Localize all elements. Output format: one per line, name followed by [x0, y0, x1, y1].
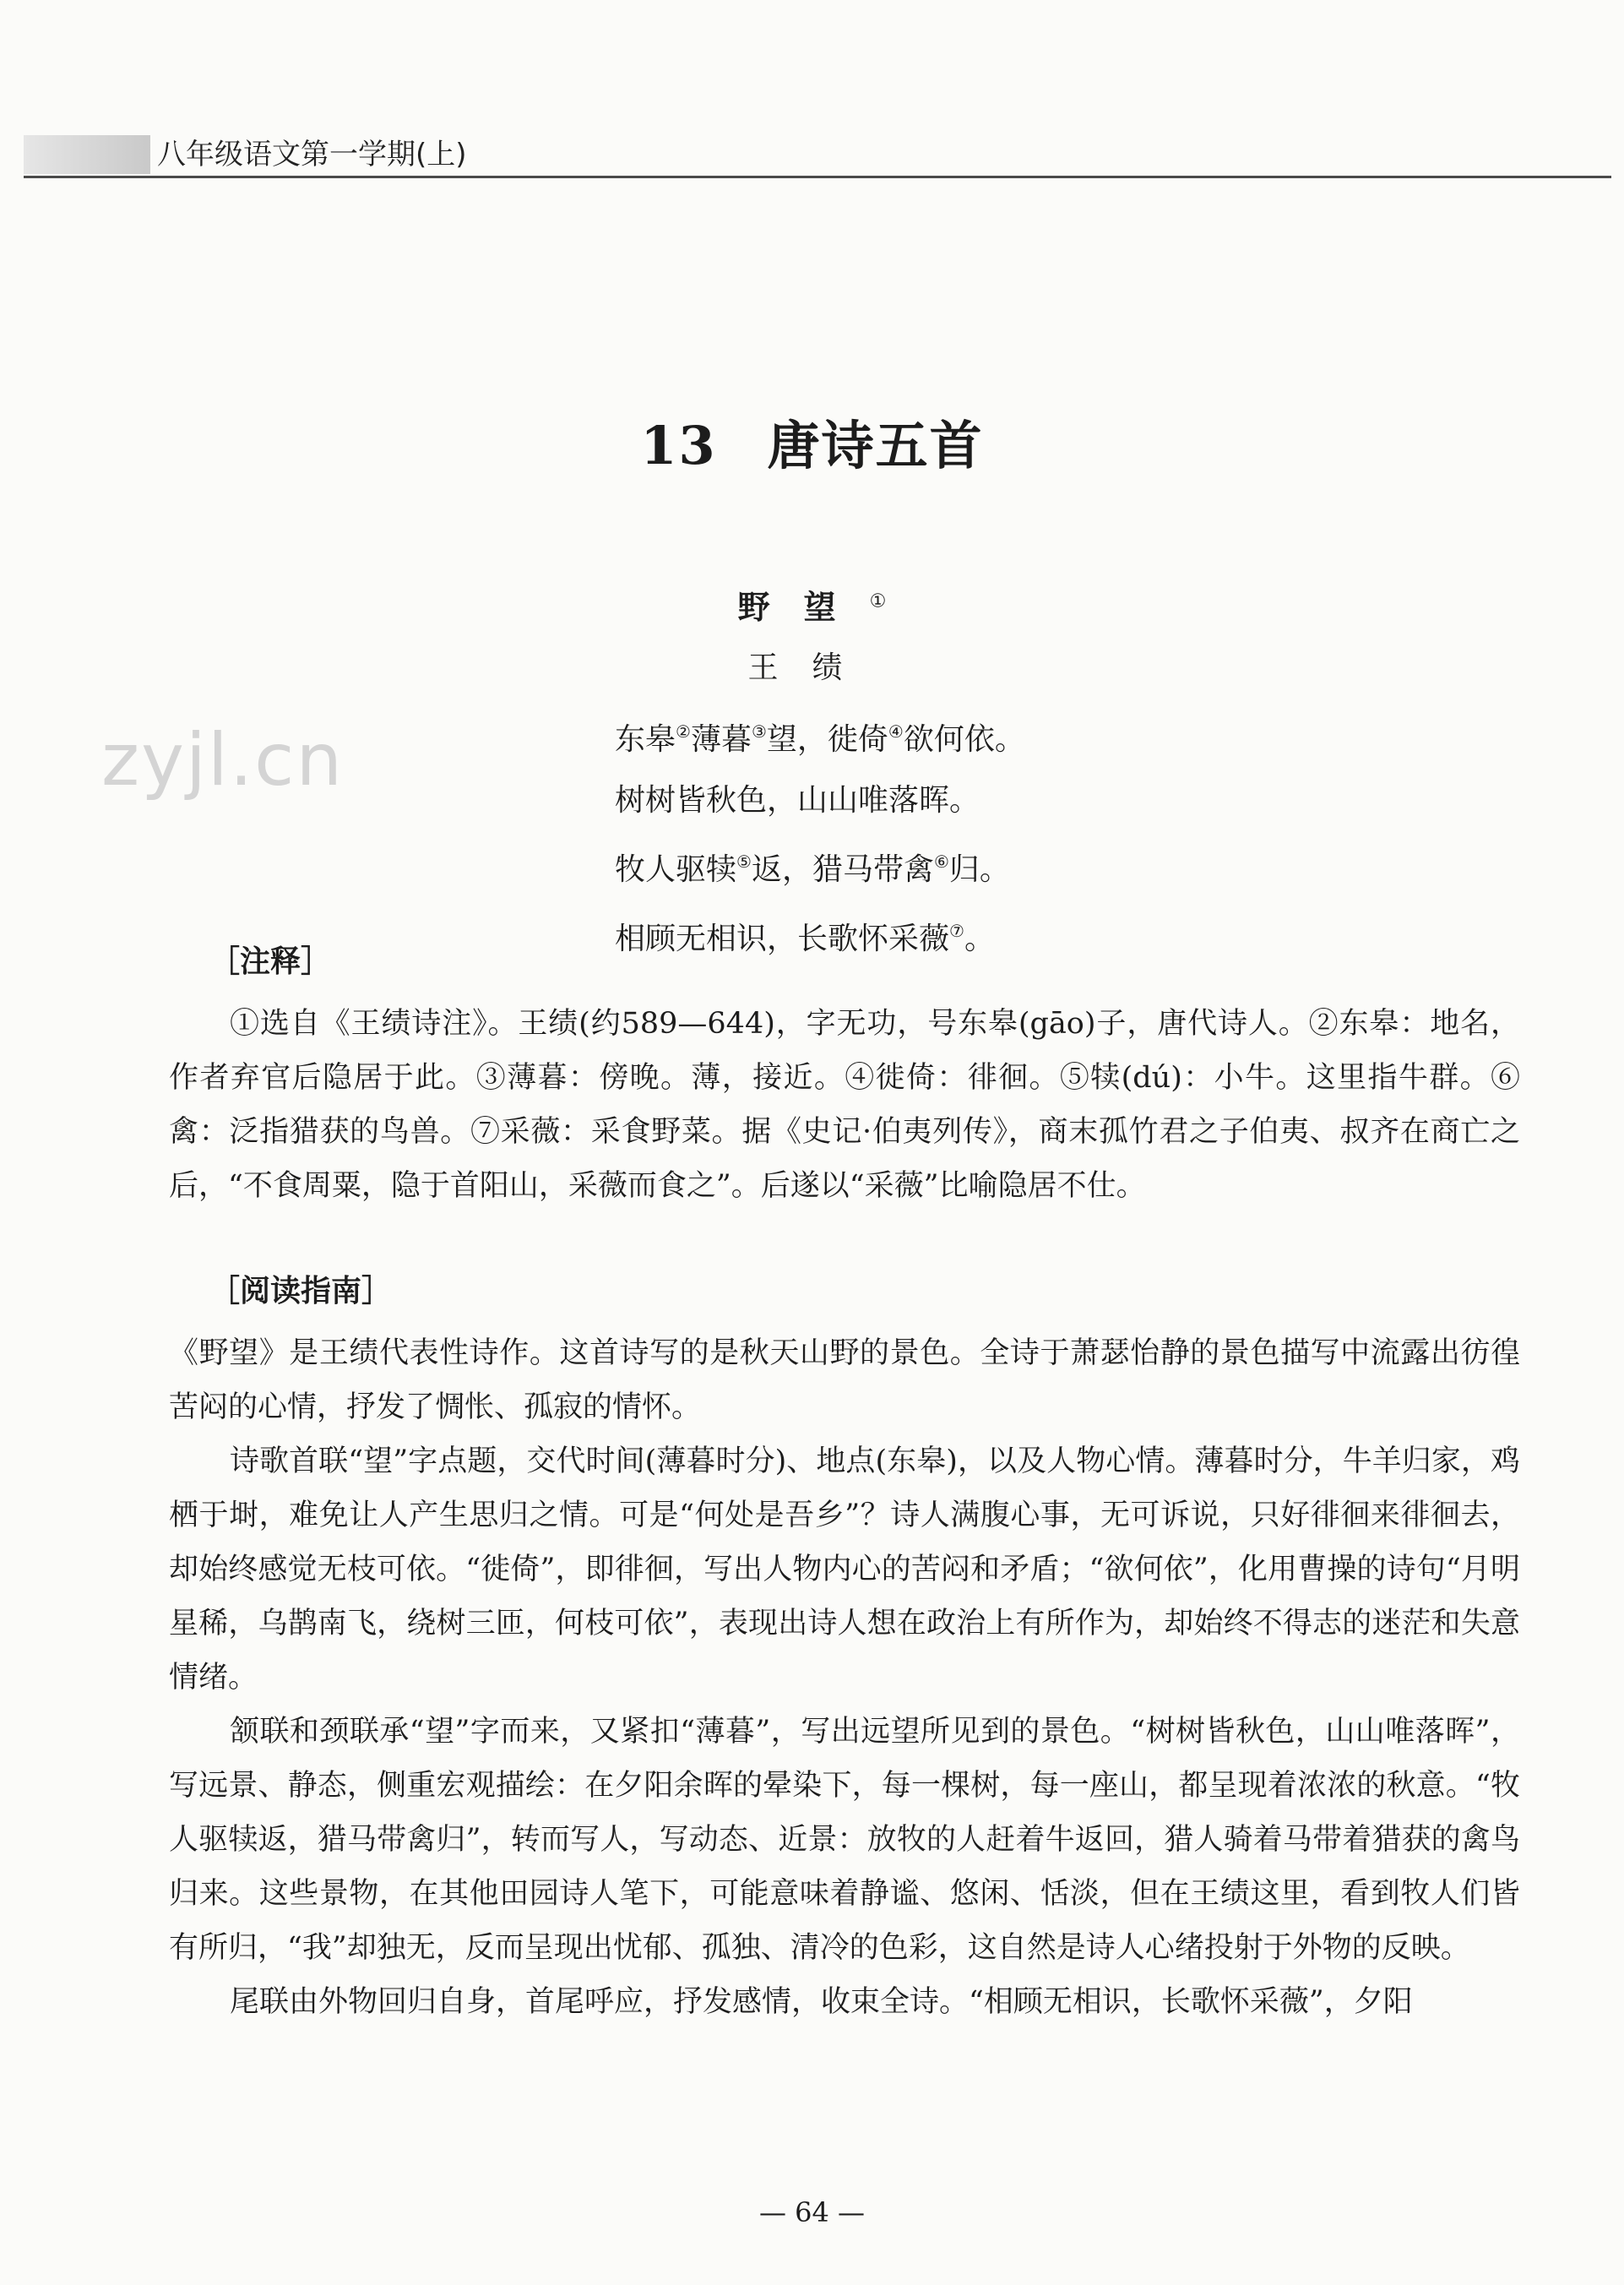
poem-title-note: ①	[869, 590, 887, 612]
poem-text: 树树皆秋色，山山唯落晖。	[615, 783, 980, 818]
notes-text: ①选自《王绩诗注》。王绩(约589—644)，字无功，号东皋(gāo)子，唐代诗人。②东皋：地名，作者弃官后隐居于此。③薄暮：傍晚。薄，接近。④徙倚：徘徊。⑤犊(dú)：小牛。这里指牛群。⑥禽：泛指猎获的鸟兽。⑦采薇：采食野菜。据《史记·伯夷列传》，商末孤竹君之子伯夷、叔齐在商亡之后，“不食周粟，隐于首阳山，采薇而食之”。后遂以“采薇”比喻隐居不仕。	[169, 1007, 1520, 1203]
poem-author: 王绩	[747, 650, 877, 685]
note-marker: ⑥	[933, 851, 949, 872]
poem-text: 。	[964, 922, 995, 956]
guide-body	[169, 1326, 1520, 2029]
poem-text: 欲何依。	[903, 722, 1025, 757]
note-marker: ③	[751, 721, 767, 742]
poem-text: 相顾无相识，长歌怀采薇	[615, 922, 950, 956]
header-band	[24, 135, 150, 174]
poem-title-text: 野望	[737, 588, 870, 626]
poem-line	[615, 831, 1025, 900]
book-title: 八年级语文第一学期(上)	[157, 138, 467, 171]
note-marker: ⑦	[949, 921, 964, 941]
watermark: zyjl.cn	[101, 718, 344, 802]
poem-text: 望，徙倚	[766, 722, 888, 757]
poem-title	[0, 581, 1624, 628]
notes-body	[169, 997, 1520, 1213]
poem-text: 归。	[948, 852, 1010, 887]
guide-paragraph: 诗歌首联“望”字点题，交代时间(薄暮时分)、地点(东皋)，以及人物心情。薄暮时分，牛羊归家，鸡栖于埘，难免让人产生思归之情。可是“何处是吾乡”？诗人满腹心事，无可诉说，只好徘徊来徘徊去，却始终感觉无枝可依。“徙倚”，即徘徊，写出人物内心的苦闷和矛盾；“欲何依”，化用曹操的诗句“月明星稀，乌鹊南飞，绕树三匝，何枝可依”，表现出诗人想在政治上有所作为，却始终不得志的迷茫和失意情绪。	[169, 1444, 1520, 1695]
poem-line	[615, 770, 1025, 831]
guide-paragraph: 《野望》是王绩代表性诗作。这首诗写的是秋天山野的景色。全诗于萧瑟怡静的景色描写中流露出彷徨苦闷的心情，抒发了惆怅、孤寂的情怀。	[169, 1336, 1520, 1424]
header-rule	[24, 176, 1611, 178]
poem-text: 牧人驱犊	[615, 852, 737, 887]
poem-line	[615, 900, 1025, 970]
guide-paragraph: 尾联由外物回归自身，首尾呼应，抒发感情，收束全诗。“相顾无相识，长歌怀采薇”，夕阳	[230, 1985, 1413, 2019]
note-marker: ②	[676, 721, 691, 742]
guide-paragraph: 颔联和颈联承“望”字而来，又紧扣“薄暮”，写出远望所见到的景色。“树树皆秋色，山山唯落晖”，写远景、静态，侧重宏观描绘：在夕阳余晖的晕染下，每一棵树，每一座山，都呈现着浓浓的秋意。“牧人驱犊返，猎马带禽归”，转而写人，写动态、近景：放牧的人赶着牛返回，猎人骑着马带着猎获的禽鸟归来。这些景物，在其他田园诗人笔下，可能意味着静谧、悠闲、恬淡，但在王绩这里，看到牧人们皆有所归，“我”却独无，反而呈现出忧郁、孤独、清冷的色彩，这自然是诗人心绪投射于外物的反映。	[169, 1715, 1520, 1965]
poem-text: 薄暮	[690, 722, 752, 757]
notes-label: ［注释］	[209, 944, 332, 979]
note-marker: ④	[888, 721, 904, 742]
note-marker: ⑤	[736, 851, 752, 872]
lesson-heading	[0, 404, 1624, 479]
poem-lines	[615, 701, 1025, 970]
poem-line	[615, 701, 1025, 770]
poem-text: 返，猎马带禽	[751, 852, 934, 887]
page-number: — 64 —	[758, 2196, 866, 2228]
poem-text: 东皋	[615, 722, 676, 757]
guide-label: ［阅读指南］	[209, 1274, 393, 1308]
lesson-title: 唐诗五首	[767, 415, 984, 476]
lesson-number: 13	[640, 415, 717, 476]
